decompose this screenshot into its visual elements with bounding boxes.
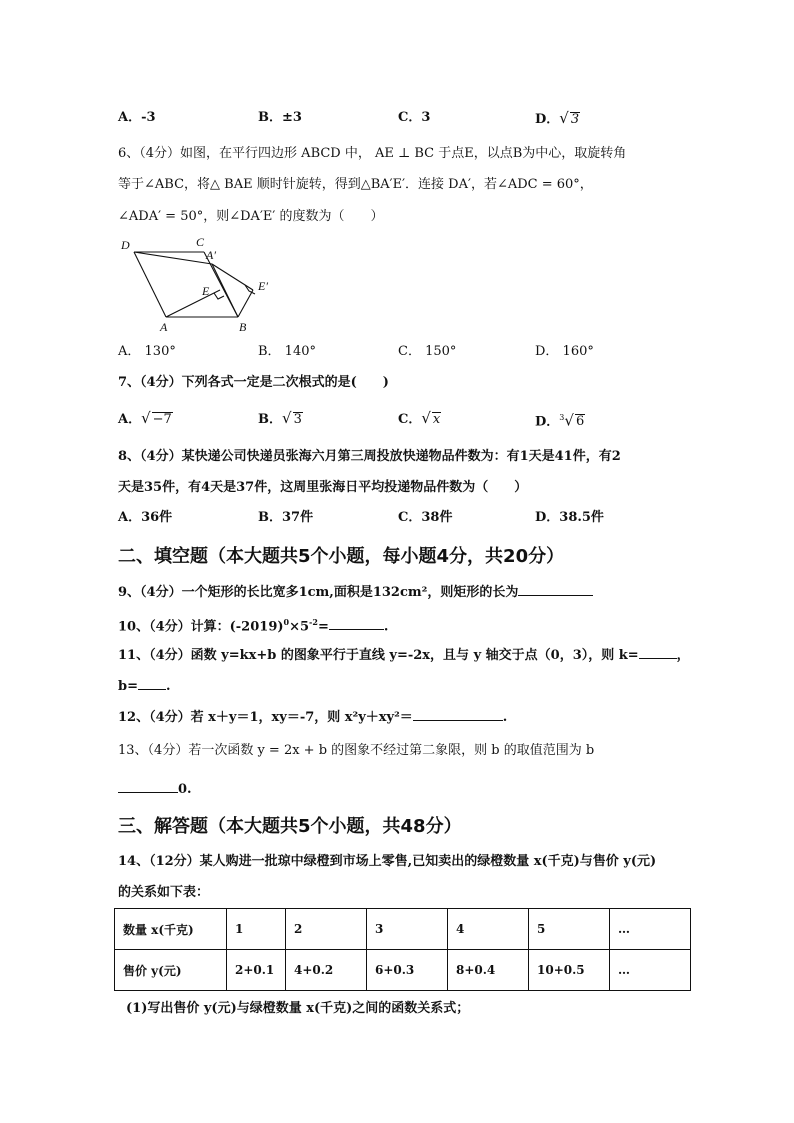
q6-line-3: ∠ADA′ = 50°，则∠DA′E′ 的度数为（ ） [118, 209, 384, 224]
q14-line-2: 的关系如下表： [118, 885, 210, 900]
label-b: B [239, 320, 247, 334]
q10-answer-blank [329, 616, 384, 630]
table-cell: 3 [367, 909, 448, 950]
q7-option-d-radicand: 6 [575, 414, 585, 430]
q12-answer-blank [413, 707, 503, 721]
q7-option-b: B．√ 3 [258, 409, 302, 427]
label-d: D [121, 238, 130, 252]
q11-k-blank [639, 645, 677, 659]
table-cell: 10+0.5 [529, 950, 610, 991]
q8-line-2: 天是35件，有4天是37件，这周里张海日平均投递物品件数为（ ） [118, 480, 528, 495]
q7-option-d: D．$^3$√ 6 [535, 411, 585, 430]
q5-option-d: D．√ 3 [535, 109, 580, 127]
right-angle-e-prime [245, 285, 255, 294]
q7-stem: 7、（4分）下列各式一定是二次根式的是( ) [118, 375, 389, 390]
table-cell: 4 [448, 909, 529, 950]
label-e-prime: E′ [258, 279, 268, 293]
q7-option-c-label: C． [398, 412, 422, 427]
q7-option-d-index: 3 [559, 413, 565, 422]
q8-option-a: A．36件 [118, 510, 173, 525]
q8-option-d: D．38.5件 [535, 510, 604, 525]
table-cell: 2+0.1 [227, 950, 286, 991]
q12-text: 12、（4分）若 x＋y＝1，xy＝-7，则 x²y＋xy²＝ [118, 710, 413, 725]
q11-line-1 [118, 645, 690, 665]
right-angle-e [214, 293, 224, 299]
q10-sup-1: 0 [283, 617, 290, 627]
edge-ae [166, 290, 220, 317]
label-e: E [202, 284, 210, 298]
q9 [118, 582, 593, 602]
q6-option-b: B． 140° [258, 344, 316, 359]
q11-line-2-end: . [165, 679, 171, 694]
q13-line-2-end: 0. [178, 782, 192, 797]
q6-option-d: D． 160° [535, 344, 594, 359]
table-cell: 售价 y(元) [115, 950, 227, 991]
q13-line-1: 13、（4分）若一次函数 y = 2x + b 的图象不经过第二象限，则 b 的取值范围为 b [118, 743, 595, 758]
table-row [115, 909, 691, 950]
table-cell: 6+0.3 [367, 950, 448, 991]
q7-option-d-label: D． [535, 414, 560, 430]
q5-option-d-radicand: 3 [570, 112, 580, 127]
q7-option-a-radicand: −7 [152, 412, 172, 427]
q11-line-1-end: ， [676, 648, 690, 663]
q7-option-c: C．√ x [398, 409, 441, 427]
table-cell: 2 [286, 909, 367, 950]
q7-option-c-radicand: x [432, 412, 441, 427]
q7-option-a: A．√ −7 [118, 409, 172, 427]
q10-text-c: = [317, 619, 329, 635]
q10-sup-2: -2 [309, 617, 318, 627]
q14-table [114, 908, 691, 991]
q6-line-2: 等于∠ABC，将△ BAE 顺时针旋转，得到△BA′E′．连接 DA′，若∠ADC = 60°， [118, 177, 593, 192]
edge-b-e-prime [238, 290, 253, 317]
label-a: A [160, 320, 168, 334]
q5-option-b: B．±3 [258, 110, 302, 125]
table-cell: 数量 x(千克) [115, 909, 227, 950]
q5-option-c: C．3 [398, 110, 431, 125]
q8-line-1: 8、（4分）某快递公司快递员张海六月第三周投放快递物品件数为：有1天是41件，有2 [118, 449, 621, 464]
label-c: C [196, 235, 205, 249]
q13-answer-blank [118, 779, 178, 793]
q10-text-b: ×5 [289, 619, 310, 635]
table-cell: 4+0.2 [286, 950, 367, 991]
q6-option-a: A． 130° [118, 344, 176, 359]
q7-option-b-label: B． [258, 412, 282, 427]
table-cell: 8+0.4 [448, 950, 529, 991]
q9-text: 9、（4分）一个矩形的长比宽多1cm,面积是132cm²，则矩形的长为 [118, 585, 519, 600]
q7-option-b-radicand: 3 [293, 412, 302, 427]
q7-option-a-label: A． [118, 412, 142, 427]
q6-line-1: 6、（4分）如图，在平行四边形 ABCD 中， AE ⊥ BC 于点E，以点B为中心，取旋转角 [118, 146, 627, 161]
q8-option-c: C．38件 [398, 510, 453, 525]
q10-text-a: 10、（4分）计算：(-2019) [118, 619, 284, 635]
section-3-title: 三、解答题（本大题共5个小题，共48分） [118, 816, 462, 837]
q10 [118, 613, 388, 636]
edge-da [134, 252, 166, 317]
q11-line-1-text: 11、（4分）函数 y=kx+b 的图象平行于直线 y=-2x，且与 y 轴交于点（0，3），则 k= [118, 648, 639, 663]
q12 [118, 707, 507, 727]
section-2-title: 二、填空题（本大题共5个小题，每小题4分，共20分） [118, 546, 565, 567]
q8-option-b: B．37件 [258, 510, 314, 525]
q6-option-c: C． 150° [398, 344, 457, 359]
q10-end: . [383, 619, 389, 635]
q9-answer-blank [518, 582, 593, 596]
q13-line-2 [118, 779, 192, 799]
table-cell: … [610, 909, 691, 950]
q11-b-blank [138, 676, 166, 690]
table-cell: 1 [227, 909, 286, 950]
q11-line-2-text: b= [118, 679, 138, 694]
edge-da-prime [134, 252, 212, 264]
q6-figure [118, 232, 278, 337]
q14-sub-1: (1)写出售价 y(元)与绿橙数量 x(千克)之间的函数关系式； [126, 1001, 470, 1016]
label-a-prime: A′ [206, 248, 216, 262]
table-cell: 5 [529, 909, 610, 950]
q11-line-2 [118, 676, 171, 696]
table-row [115, 950, 691, 991]
q14-line-1: 14、（12分）某人购进一批琼中绿橙到市场上零售,已知卖出的绿橙数量 x(千克)与售价 y(元) [118, 854, 657, 869]
q5-option-d-label: D． [535, 112, 560, 127]
q5-option-a: A．-3 [118, 110, 156, 125]
table-cell: … [610, 950, 691, 991]
q12-end: . [502, 710, 508, 725]
